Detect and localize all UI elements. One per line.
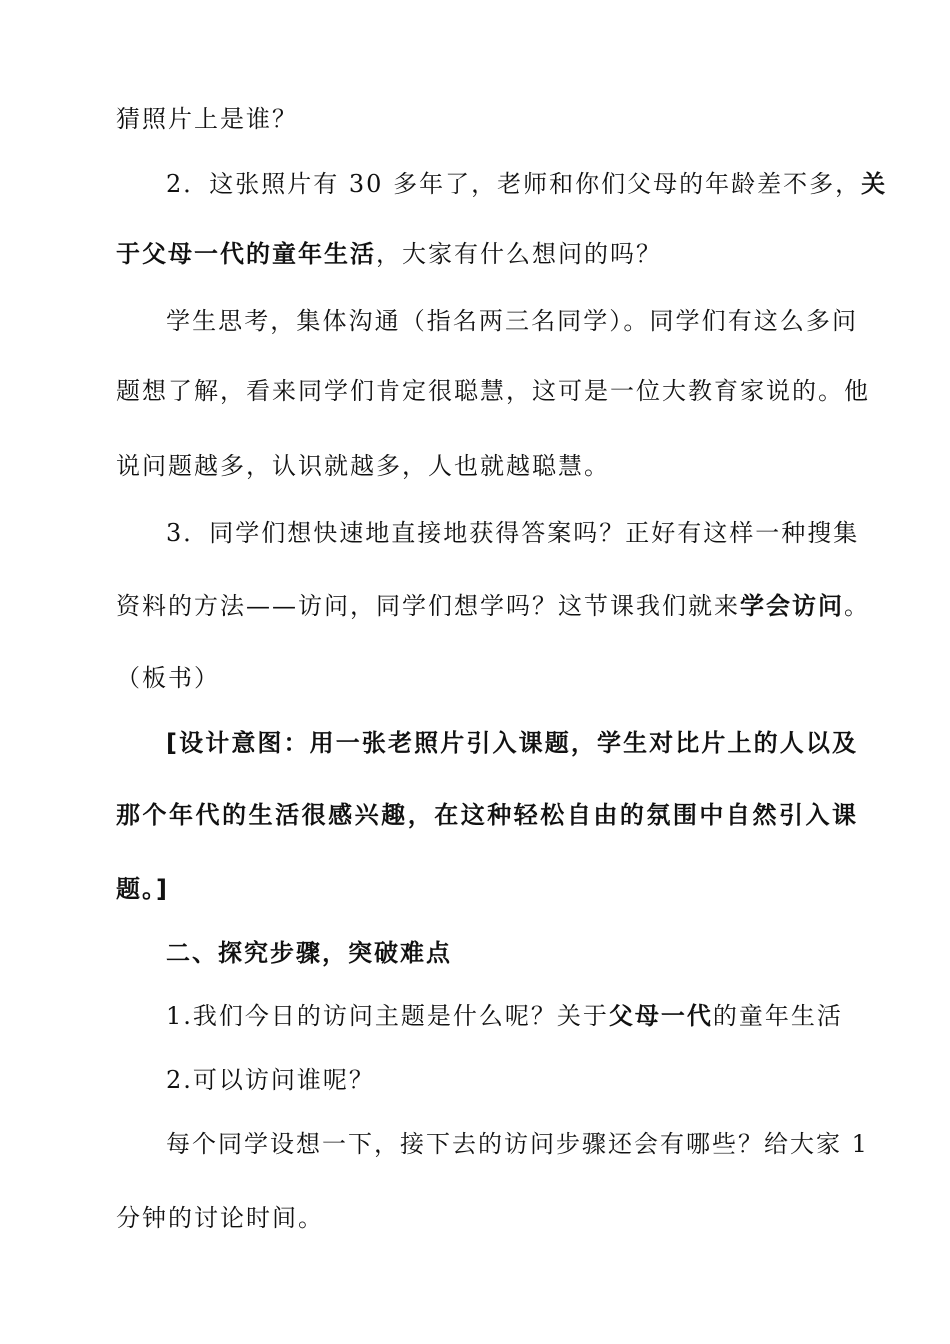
paragraph-line: 题想了解，看来同学们肯定很聪慧，这可是一位大教育家说的。他 <box>116 377 870 405</box>
design-intent-line: 那个年代的生活很感兴趣，在这种轻松自由的氛围中自然引入课 <box>116 801 858 829</box>
text: 猜照片上是谁？ <box>116 105 298 133</box>
paragraph-line: 3．同学们想快速地直接地获得答案吗？正好有这样一种搜集 <box>166 519 860 547</box>
text: 。 <box>844 592 870 620</box>
paragraph-line: 每个同学设想一下，接下去的访问步骤还会有哪些？给大家 1 <box>166 1130 869 1158</box>
bold-text: 学会访问 <box>740 592 844 620</box>
paragraph-line <box>166 168 887 200</box>
paragraph-line: 2.可以访问谁呢？ <box>166 1066 375 1094</box>
paragraph-line <box>116 590 870 622</box>
paragraph-line: （板书） <box>116 664 220 692</box>
paragraph-line <box>116 238 662 270</box>
design-intent-line: 题。] <box>116 875 169 903</box>
paragraph-line: 说问题越多，认识就越多，人也就越聪慧。 <box>116 452 610 480</box>
bold-text: 于父母一代的童年生活 <box>116 240 376 268</box>
text: 的童年生活 <box>712 1002 843 1030</box>
text: 1.我们今日的访问主题是什么呢？关于 <box>166 1002 609 1030</box>
bold-text: 父母一代 <box>608 1002 713 1030</box>
bold-text: 关 <box>861 170 888 198</box>
paragraph-line: 分钟的讨论时间。 <box>116 1204 324 1232</box>
paragraph-line: 学生思考，集体沟通（指名两三名同学）。同学们有这么多问 <box>166 307 858 335</box>
paragraph-line <box>166 1000 843 1032</box>
text: ，大家有什么想问的吗？ <box>376 240 662 268</box>
section-heading: 二、探究步骤，突破难点 <box>166 939 452 967</box>
text: 资料的方法——访问，同学们想学吗？这节课我们就来 <box>116 592 740 620</box>
design-intent-line: [设计意图：用一张老照片引入课题，学生对比片上的人以及 <box>166 729 858 757</box>
paragraph-line <box>116 103 298 135</box>
text: 2．这张照片有 30 多年了，老师和你们父母的年龄差不多， <box>166 170 862 198</box>
